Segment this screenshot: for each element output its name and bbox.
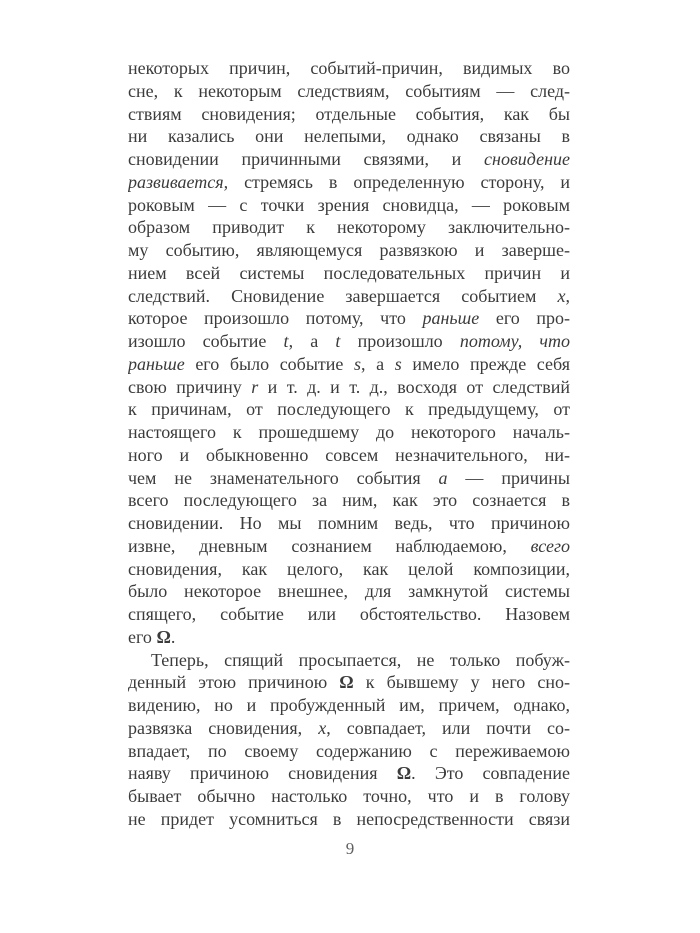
text-line bbox=[128, 239, 570, 262]
text-line bbox=[128, 330, 570, 353]
text-line bbox=[128, 80, 570, 103]
text-segment: ни казались они нелепыми, однако связаны в bbox=[128, 126, 570, 147]
text-segment-italic: всего bbox=[530, 535, 570, 556]
text-segment: денный этою причиною bbox=[128, 672, 340, 693]
text-segment: образом приводит к некоторому заключительно- bbox=[128, 217, 570, 238]
text-segment: чем не знаменательного события bbox=[128, 467, 439, 488]
text-segment: сновидения, как целого, как целой композиции, bbox=[128, 558, 570, 579]
text-segment: . Это совпадение bbox=[411, 763, 570, 784]
text-line bbox=[128, 125, 570, 148]
text-line bbox=[128, 148, 570, 171]
text-segment: развязка сновидения, bbox=[128, 717, 319, 738]
text-line bbox=[128, 262, 570, 285]
text-segment-italic: сновидение bbox=[484, 149, 570, 169]
text-segment: изошло событие bbox=[128, 331, 284, 351]
text-segment-italic: раньше bbox=[128, 353, 185, 374]
text-segment-italic: s bbox=[394, 353, 402, 374]
text-line bbox=[128, 671, 570, 694]
text-segment: сновидении причинными связями, и bbox=[128, 149, 485, 169]
page-number: 9 bbox=[345, 839, 355, 858]
text-line bbox=[128, 103, 570, 126]
text-line bbox=[128, 694, 570, 717]
text-segment: бывает обычно настолько точно, что и в голову bbox=[128, 786, 570, 806]
text-segment-italic: t bbox=[283, 331, 289, 351]
text-segment: Теперь, спящий просыпается, не только побуж- bbox=[151, 649, 570, 670]
text-segment: , совпадает, или почти со- bbox=[326, 717, 570, 738]
text-line bbox=[128, 444, 570, 467]
text-segment: стремясь в определенную сторону, и bbox=[228, 171, 570, 192]
text-segment: . bbox=[170, 626, 176, 647]
text-segment-italic: x bbox=[318, 717, 327, 738]
text-segment: , а bbox=[288, 331, 336, 351]
text-segment: имело прежде себя bbox=[401, 353, 570, 374]
text-segment: му событию, являющемуся развязкою и заверше- bbox=[128, 240, 570, 260]
text-segment-italic: развивается, bbox=[128, 171, 229, 192]
text-segment: сновидении. Но мы помним ведь, что причиною bbox=[128, 513, 570, 533]
text-segment: , а bbox=[361, 353, 395, 374]
text-segment: некоторых причин, событий-причин, видимых во bbox=[128, 58, 570, 78]
text-segment: извне, дневным сознанием наблюдаемою, bbox=[128, 535, 531, 556]
text-segment: сне, к некоторым следствиям, событиям — след- bbox=[128, 80, 570, 101]
text-segment: произошло bbox=[340, 331, 460, 351]
text-segment: роковым — с точки зрения сновидца, — роковым bbox=[128, 194, 570, 215]
text-line bbox=[128, 626, 570, 649]
text-segment: — причины bbox=[447, 467, 570, 488]
text-line bbox=[128, 649, 570, 672]
text-segment: ного и обыкновенно совсем незначительного, ни- bbox=[128, 444, 570, 465]
text-line bbox=[128, 353, 570, 376]
text-line bbox=[128, 376, 570, 399]
text-segment: следствий. Сновидение завершается событием bbox=[128, 285, 558, 306]
text-segment: настоящего к прошедшему до некоторого началь- bbox=[128, 422, 570, 442]
text-block bbox=[128, 57, 570, 831]
text-segment-bold: Ω bbox=[156, 626, 171, 647]
text-line bbox=[128, 194, 570, 217]
text-segment-italic: потому, что bbox=[459, 331, 570, 351]
text-line bbox=[128, 307, 570, 330]
text-line bbox=[128, 512, 570, 535]
text-segment: которое произошло потому, что bbox=[128, 308, 423, 329]
text-segment-italic: раньше bbox=[422, 308, 480, 329]
text-segment: не придет усомниться в непосредственности связи bbox=[128, 808, 570, 829]
text-line bbox=[128, 535, 570, 558]
text-segment-bold: Ω bbox=[339, 672, 354, 693]
text-line bbox=[128, 421, 570, 444]
text-segment: его bbox=[128, 626, 157, 647]
text-line bbox=[128, 785, 570, 808]
text-segment-italic: x bbox=[557, 285, 566, 306]
text-segment: наяву причиною сновидения bbox=[128, 763, 397, 784]
text-segment: видению, но и пробужденный им, причем, однако, bbox=[128, 695, 570, 715]
text-line bbox=[128, 740, 570, 763]
text-segment: его было событие bbox=[184, 353, 355, 374]
text-line bbox=[128, 558, 570, 581]
text-line bbox=[128, 603, 570, 626]
text-segment-bold: Ω bbox=[396, 763, 412, 784]
text-line bbox=[128, 216, 570, 239]
text-line bbox=[128, 398, 570, 421]
text-segment: , bbox=[565, 285, 570, 306]
text-segment: и т. д. и т. д., восходя от следствий bbox=[258, 376, 570, 397]
text-line bbox=[128, 580, 570, 603]
text-line bbox=[128, 762, 570, 785]
text-line bbox=[128, 808, 570, 831]
text-segment: всего последующего за ним, как это сознается в bbox=[128, 490, 570, 511]
text-segment: к бывшему у него сно- bbox=[353, 672, 570, 693]
text-line bbox=[128, 171, 570, 194]
text-segment: ствиям сновидения; отдельные события, как бы bbox=[128, 103, 570, 124]
text-segment: к причинам, от последующего к предыдущему, от bbox=[128, 399, 570, 420]
text-segment-italic: t bbox=[335, 331, 341, 351]
text-line bbox=[128, 285, 570, 308]
text-line bbox=[128, 489, 570, 512]
text-segment: его про- bbox=[479, 308, 570, 329]
text-segment: свою причину bbox=[128, 376, 252, 397]
text-segment-italic: a bbox=[438, 467, 448, 488]
text-line bbox=[128, 57, 570, 80]
text-segment-italic: r bbox=[251, 376, 259, 397]
text-segment: впадает, по своему содержанию с переживаемою bbox=[128, 740, 570, 761]
text-segment-italic: s bbox=[354, 353, 362, 374]
text-line bbox=[128, 717, 570, 740]
text-segment: нием всей системы последовательных причин и bbox=[128, 262, 570, 283]
text-segment: спящего, событие или обстоятельство. Назовем bbox=[128, 604, 570, 624]
text-line bbox=[128, 467, 570, 490]
text-segment: было некоторое внешнее, для замкнутой системы bbox=[128, 581, 570, 602]
